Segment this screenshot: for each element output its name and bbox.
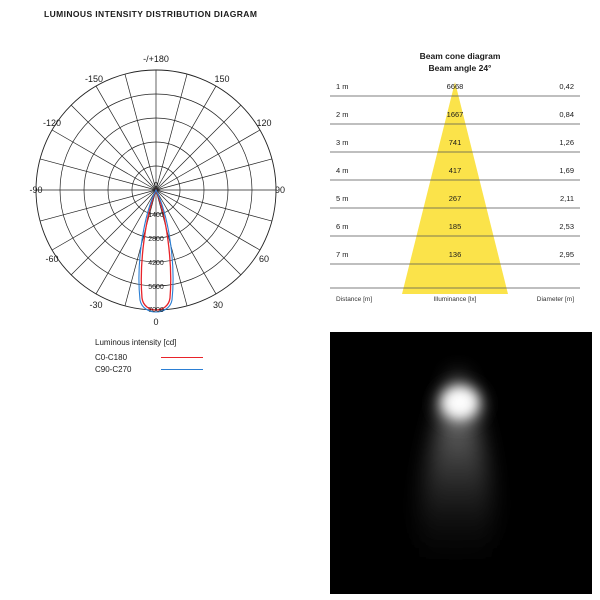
cone-diameter-5: 2,11	[559, 194, 574, 203]
beam-photo-svg	[330, 332, 592, 594]
polar-angle-label-neg30: -30	[89, 300, 103, 310]
polar-angle-label-neg150: -150	[84, 74, 104, 84]
polar-angle-label-90: 90	[274, 185, 286, 195]
cone-diameter-6: 2,53	[559, 222, 574, 231]
page-title: LUMINOUS INTENSITY DISTRIBUTION DIAGRAM	[44, 9, 258, 19]
cone-lux-6: 185	[448, 222, 462, 231]
legend-item-c0-c180	[95, 351, 295, 363]
beam-cone-title-line1: Beam cone diagram	[419, 51, 501, 61]
polar-angle-label-180: -/+180	[143, 54, 169, 64]
legend-label-c0-c180: C0-C180	[95, 352, 128, 362]
cone-column-diameter: Diameter [m]	[536, 296, 574, 303]
cone-distance-3: 3 m	[336, 138, 349, 147]
cone-column-distance: Distance [m]	[336, 296, 373, 303]
beam-cone-title	[330, 50, 590, 74]
beam-cone-axis-labels	[330, 294, 580, 308]
polar-rtick-5600: 5600	[148, 284, 164, 291]
beam-photo	[330, 332, 592, 594]
polar-rtick-7000: 7000	[148, 307, 164, 314]
polar-rtick-4200: 4200	[148, 260, 164, 267]
cone-distance-4: 4 m	[336, 166, 349, 175]
polar-rtick-2800: 2800	[148, 236, 164, 243]
cone-lux-5: 267	[448, 194, 462, 203]
polar-angle-label-neg60: -60	[45, 254, 59, 264]
polar-rtick-1400: 1400	[148, 212, 164, 219]
cone-distance-2: 2 m	[336, 110, 349, 119]
beam-cone-diagram	[330, 50, 590, 322]
legend-title: Luminous intensity [cd]	[95, 338, 177, 347]
legend-label-c90-c270: C90-C270	[95, 364, 132, 374]
cone-lux-2: 1667	[446, 110, 464, 119]
polar-angle-label-neg120: -120	[42, 118, 62, 128]
cone-lux-1: 6668	[446, 82, 464, 91]
cone-distance-1: 1 m	[336, 82, 349, 91]
beam-cone-body	[330, 82, 580, 294]
polar-center-label: 0	[154, 182, 158, 189]
cone-diameter-3: 1,26	[559, 138, 574, 147]
polar-diagram	[8, 40, 318, 330]
polar-angle-label-120: 120	[256, 118, 272, 128]
beam-cone-title-line2: Beam angle 24°	[428, 63, 492, 73]
cone-lux-7: 136	[448, 250, 462, 259]
polar-angle-label-60: 60	[258, 254, 270, 264]
cone-distance-7: 7 m	[336, 250, 349, 259]
legend-item-c90-c270	[95, 363, 295, 375]
cone-lux-3: 741	[448, 138, 462, 147]
polar-angle-label-150: 150	[214, 74, 230, 84]
polar-diagram-svg	[8, 40, 318, 330]
polar-angle-label-neg90: -90	[29, 185, 43, 195]
legend-swatch-c0-c180	[161, 357, 203, 358]
cone-diameter-7: 2,95	[559, 250, 574, 259]
cone-distance-6: 6 m	[336, 222, 349, 231]
legend	[95, 338, 295, 375]
cone-diameter-1: 0,42	[559, 82, 574, 91]
polar-angle-label-30: 30	[212, 300, 224, 310]
legend-swatch-c90-c270	[161, 369, 203, 370]
cone-column-illuminance: Illuminance [lx]	[433, 296, 477, 303]
polar-angle-label-0: 0	[153, 317, 159, 327]
cone-lux-4: 417	[448, 166, 462, 175]
cone-distance-5: 5 m	[336, 194, 349, 203]
cone-diameter-4: 1,69	[559, 166, 574, 175]
cone-diameter-2: 0,84	[559, 110, 574, 119]
